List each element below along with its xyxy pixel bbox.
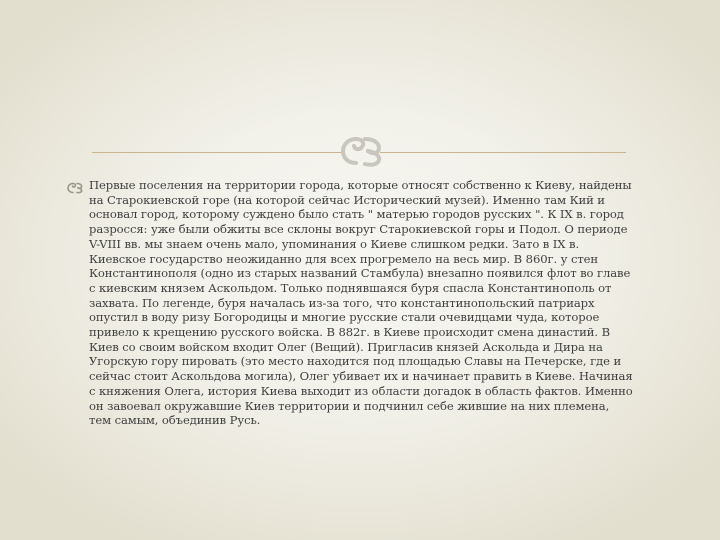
double-curl-ornament-icon [338, 134, 384, 168]
title-divider-left [92, 152, 342, 153]
body-paragraph: Первые поселения на территории города, которые относят собственно к Киеву, найдены на Старокиевской горе (на которой сейчас Исторический музей). Именно там Кий и основал город, которому суждено было стать " матерью городов русских ". К IX в. город разросся: уже были обжиты все склоны вокруг Старокиевской горы и Подол. О периоде V-VIII вв. мы знаем очень мало, упоминания о Киеве слишком редки. Зато в IX в. Киевское государство неожиданно для всех прогремело на весь мир. В 860г. у стен Константинополя (одно из старых названий Стамбула) внезапно появился флот во главе с киевским князем Аскольдом. Только поднявшаяся буря спасла Константинополь от захвата. По легенде, буря началась из-за того, что константинопольский патриарх опустил в воду ризу Богородицы и многие русские стали очевидцами чуда, которое привело к крещению русского войска. В 882г. в Киеве происходит смена династий. В Киев со своим войском входит Олег (Вещий). Пригласив князей Аскольда и Дира на Угорскую гору пировать (это место находится под площадью Славы на Печерске, где и сейчас стоит Аскольдова могила), Олег убивает их и начинает править в Киеве. Начиная с княжения Олега, история Киева выходит из области догадок в область фактов. Именно он завоевал окружавшие Киев территории и подчинил себе жившие на них племена, тем самым, объединив Русь. [89, 178, 633, 428]
title-divider-right [380, 152, 626, 153]
curl-bullet-icon [67, 182, 83, 194]
